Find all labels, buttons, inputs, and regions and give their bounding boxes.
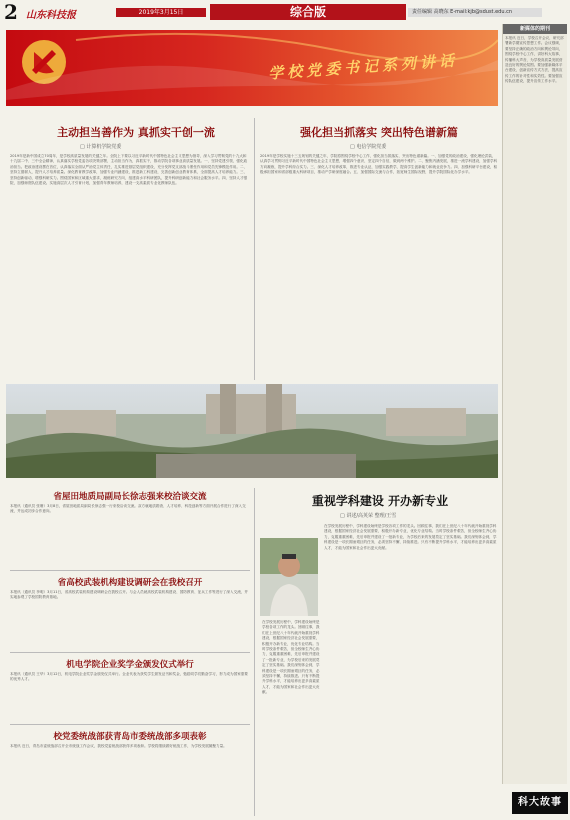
section-title: 综合版 bbox=[210, 4, 406, 20]
right-article-body: 2019年是学校实施十三五规划的关键之年，学院将围绕学校中心工作，强化担当抓落实，突出特色谱新篇。一、加强党的政治建设，强化理论武装，认真学习贯彻习近平新时代中国特色社会主义思想，增强四个意识，坚定四个自信，做到两个维护。二、聚焦内涵发展，推进一流学科建设，加强学科方向凝练，提升学科综合实力。三、深化人才培养改革，推进专业认证，加强实践教学，提高学生创新能力和就业竞争力。四、加强科研平台建设，积极承担国家和省部级重大科研项目，推动产学研深度融合。五、加强国际交流与合作，拓宽师生国际视野，提升学院国际化办学水平。 bbox=[260, 154, 498, 175]
editor-line: 责任编辑 高晓东 E-mail:kjb@sdust.edu.cn bbox=[408, 8, 542, 17]
feature-headline: 重视学科建设 开办新专业 bbox=[311, 494, 449, 508]
column-divider bbox=[254, 118, 255, 380]
sidebar-column bbox=[502, 24, 567, 784]
portrait-photo bbox=[260, 538, 318, 616]
sidebar-body: 本报讯 近日，学校召开会议，研究部署新学期宣传思想工作。会议强调，要坚持正确的政治方向和舆论导向，围绕学校中心工作，讲好科大故事，传播科大声音，为学校高质量发展营造良好的舆论氛围。要加强新媒体平台建设，创新宣传方式方法，提高宣传工作的针对性和实效性。要加强宣传队伍建设，提升宣传工作水平。 bbox=[505, 36, 564, 84]
left-article-byline: □ 计算机学院党委 bbox=[80, 144, 122, 150]
logo-text: 山东科技报 bbox=[26, 10, 76, 21]
issue-date: 2019年3月15日 bbox=[116, 8, 206, 17]
brief-title-2: 省高校武装机构建设调研会在我校召开 bbox=[57, 578, 203, 588]
column-divider bbox=[254, 488, 255, 816]
right-article-byline: □ 电信学院党委 bbox=[350, 144, 387, 150]
sidebar-title: 新媒体的期刊 bbox=[503, 24, 567, 34]
feature-body-right: 在学校发展历程中，学科建设始终是学校各项工作的龙头。回顾往事，我们在上世纪八十年代就开始重视学科建设，根据国家经济社会发展需要，积极开办新专业，优化专业结构。当时学校条件艰苦，但全校师生齐心协力，克服重重困难，先后申报并建设了一批新专业，为学校后来的发展奠定了坚实基础。我们深刻体会到，学科建设是一项长期而艰巨的任务，必须坚持不懈，持续推进。只有不断提升学科水平，才能培养出更多高素质人才，才能为国家和社会作出更大贡献。 bbox=[324, 524, 497, 550]
campus-photo bbox=[6, 384, 498, 478]
brief-body-1: 本报讯（通讯员 张珊）3月8日，省屋田地质局副局长徐志强一行来校洽谈交流。双方就地质勘查、人才培养、科技创新等方面开展合作进行了深入交流，并达成初步合作意向。 bbox=[10, 504, 246, 514]
column-tag: 科大故事 bbox=[512, 792, 568, 814]
banner bbox=[6, 30, 498, 106]
brief-divider bbox=[10, 724, 250, 725]
brief-divider bbox=[10, 570, 250, 571]
brief-body-2: 本报讯（通讯员 李明）3月11日，省高校武装机构建设调研会在我校召开。与会人员就高校武装机构建设、国防教育、征兵工作等进行了深入交流，并实地参观了学校国防教育基地。 bbox=[10, 590, 248, 600]
brief-body-3: 本报讯（通讯员 王华）3月12日，机电学院企业奖学金颁发仪式举行。企业代表为获奖学生颁发证书和奖金，勉励同学们勤奋学习，努力成为国家需要的优秀人才。 bbox=[10, 672, 248, 682]
brief-body-4: 本报讯 近日，青岛市委统战部召开全市统战工作会议，我校党委统战部获得多项表彰。学校将继续做好统战工作，为学校发展凝聚力量。 bbox=[10, 744, 227, 748]
brief-title-3: 机电学院企业奖学金颁发仪式举行 bbox=[66, 660, 194, 670]
left-article-body: 2019年是新中国成立70周年，是学校高质量发展的关键之年。全院上下要以习近平新时代中国特色社会主义思想为指导，深入学习贯彻党的十九大和十九届二中、三中全会精神，认真落实学校党委各项决策部署，主动担当作为，真抓实干，推动学院各项事业高质量发展。一、坚持党建引领，强化政治担当。把政治建设摆在首位，认真落实全面从严治党主体责任，扎实推进基层党组织建设，充分发挥党支部战斗堡垒作用和党员先锋模范作用。二、坚持立德树人，提升人才培养质量。深化教育教学改革，加强专业内涵建设，推进新工科建设，完善创新创业教育体系，全面提高人才培养能力。三、坚持创新驱动，增强科研实力。围绕国家和区域重大需求，凝练研究方向，组建高水平科研团队，提升科研创新能力和社会服务水平。四、坚持人才强院，加强师资队伍建设。实施高层次人才引育计划，加强青年教师培养，建设一支高素质专业化教师队伍。 bbox=[10, 154, 248, 186]
brief-title-4: 校党委统战部获青岛市委统战部多项表彰 bbox=[53, 732, 207, 742]
left-article-headline: 主动担当善作为 真抓实干创一流 bbox=[57, 126, 215, 139]
feature-body-left: 在学校发展历程中，学科建设始终是学校各项工作的龙头。回顾往事，我们在上世纪八十年代就开始重视学科建设，根据国家经济社会发展需要，积极开办新专业，优化专业结构。当时学校条件艰苦，但全校师生齐心协力，克服重重困难，先后申报并建设了一批新专业，为学校后来的发展奠定了坚实基础。我们深刻体会到，学科建设是一项长期而艰巨的任务，必须坚持不懈，持续推进。只有不断提升学科水平，才能培养出更多高素质人才，才能为国家和社会作出更大贡献。 bbox=[262, 620, 320, 695]
brief-title-1: 省屋田地质局副局长徐志强来校洽谈交流 bbox=[53, 492, 207, 502]
masthead bbox=[0, 0, 570, 24]
right-article-headline: 强化担当抓落实 突出特色谱新篇 bbox=[300, 126, 458, 139]
brief-divider bbox=[10, 652, 250, 653]
newspaper-logo bbox=[26, 3, 106, 21]
page-number: 2 bbox=[4, 0, 18, 24]
banner-title: 学校党委书记系列讲话 bbox=[267, 51, 459, 83]
feature-byline: □ 讲述/高英荣 整理/王雪 bbox=[340, 513, 397, 519]
